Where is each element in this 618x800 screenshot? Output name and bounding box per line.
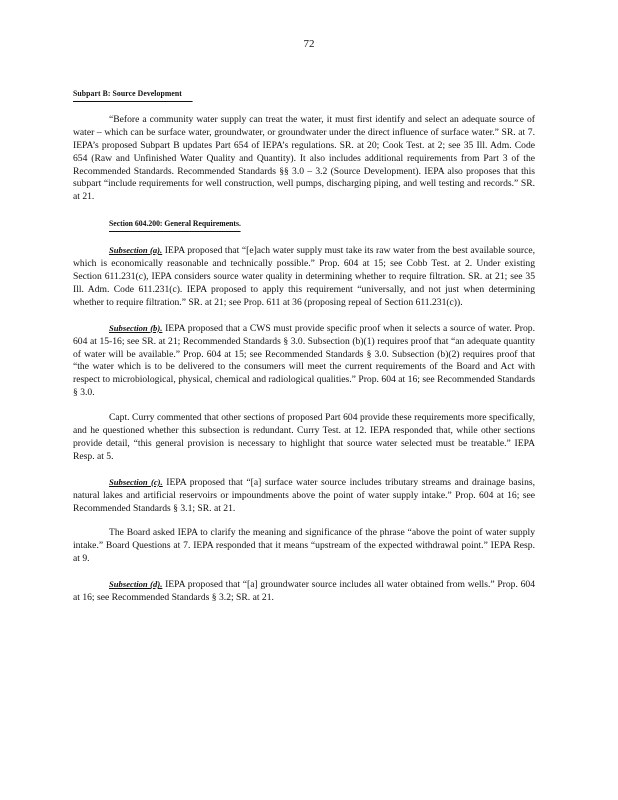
page-number: 72	[303, 38, 315, 50]
subsection-c-label: Subsection (c).	[109, 476, 163, 487]
subsection-d-label: Subsection (d).	[109, 579, 163, 590]
paragraph-subsection-b	[73, 322, 535, 400]
subsection-b-label: Subsection (b).	[109, 322, 163, 333]
paragraph-intro: “Before a community water supply can treat the water, it must first identify and select an adequate source of water – which can be surface water, groundwater, or groundwater under the direct influence of surface water.” SR. at 7. IEPA’s proposed Subpart B updates Part 654 of IEPA’s regulations. SR. at 20; Cook Test. at 2; see 35 Ill. Adm. Code 654 (Raw and Unfinished Water Quality and Quantity). It also includes additional requirements from Part 3 of the Recommended Standards. Recommended Standards §§ 3.0 – 3.2 (Source Development). IEPA also proposes that this subpart “include requirements for well construction, well pumps, discharging piping, and well testing and records.” SR. at 21.	[73, 113, 535, 203]
page-body	[73, 88, 535, 617]
subsection-a-label: Subsection (a).	[109, 245, 163, 256]
paragraph-curry-comment: Capt. Curry commented that other sections of proposed Part 604 provide these requirements more specifically, and he questioned whether this subsection is redundant. Curry Test. at 12. IEPA responded that, while other sections provide detail, “this general provision is necessary to highlight that source water selected must be treatable.” IEPA Resp. at 5.	[73, 412, 535, 462]
paragraph-subsection-c	[73, 476, 535, 516]
paragraph-subsection-d	[73, 578, 535, 605]
paragraph-subsection-a	[73, 244, 535, 310]
subpart-heading: Subpart B: Source Development	[73, 88, 193, 102]
subsection-b-text: IEPA proposed that a CWS must provide specific proof when it selects a source of water. Prop. 604 at 15-16; see SR. at 21; Recommended Standards § 3.0. Subsection (b)(1) requires proof that “an adequate quantity of water will be available.” Prop. 604 at 15; see Recommended Standards § 3.0. Subsection (b)(2) requires proof that “the water which is to be delivered to the consumers will meet the current requirements of the Board and Act with respect to microbiological, physical, chemical and radiological qualities.” Prop. 604 at 16; see Recommended Standards § 3.0.	[73, 322, 535, 399]
subsection-c-text: IEPA proposed that “[a] surface water source includes tributary streams and drainage basins, natural lakes and artificial reservoirs or impoundments above the point of water supply intake.” Prop. 604 at 16; see Recommended Standards § 3.1; SR. at 21.	[73, 476, 535, 514]
paragraph-board-question: The Board asked IEPA to clarify the meaning and significance of the phrase “above the point of water supply intake.” Board Questions at 7. IEPA responded that it means “upstream of the expected withdrawal point.” IEPA Resp. at 9.	[73, 527, 535, 565]
section-heading: Section 604.200: General Requirements.	[109, 218, 241, 232]
subsection-d-text: IEPA proposed that “[a] groundwater source includes all water obtained from wells.” Prop. 604 at 16; see Recommended Standards § 3.2; SR. at 21.	[73, 579, 535, 604]
subsection-a-text: IEPA proposed that “[e]ach water supply must take its raw water from the best available source, which is economically reasonable and technically possible.” Prop. 604 at 15; see Cobb Test. at 2. Under existing Section 611.231(c), IEPA considers source water quality in determining whether to require filtration. SR. at 21; see 35 Ill. Adm. Code 611.231(c). IEPA proposed to apply this requirement “universally, and not just when determining whether to require filtration.” SR. at 21; see Prop. 611 at 36 (proposing repeal of Section 611.231(c)).	[73, 245, 535, 308]
